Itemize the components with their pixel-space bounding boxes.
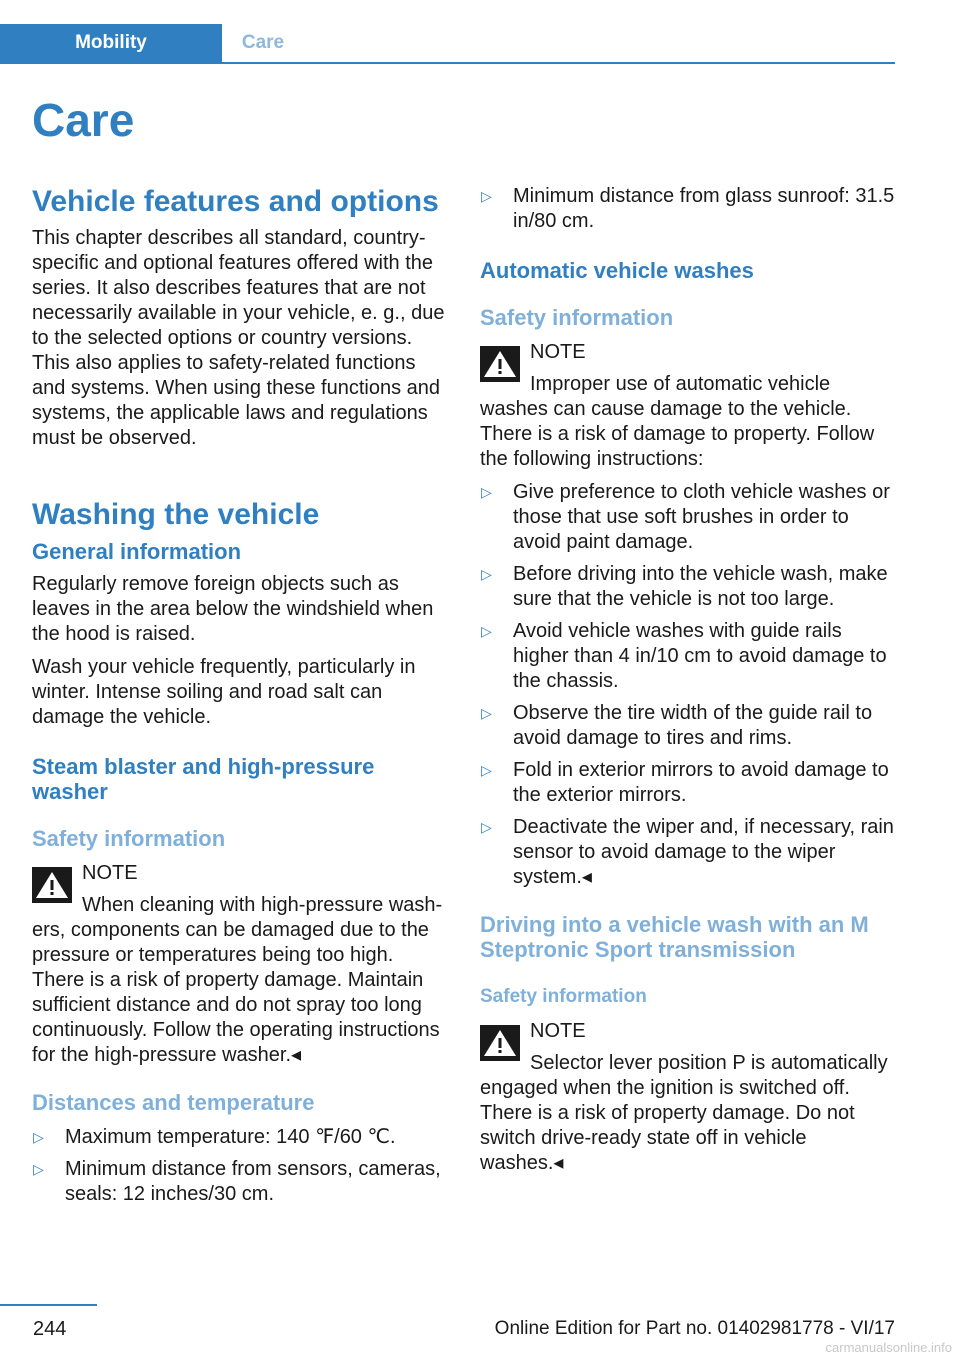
note-text bbox=[480, 1051, 895, 1176]
heading-safety-information: Safety information bbox=[480, 305, 674, 330]
note-text-first-line: Selector lever position P is automatically bbox=[530, 1052, 888, 1074]
list-item bbox=[480, 562, 895, 612]
left-column bbox=[32, 184, 450, 1215]
list-item-text: Avoid vehicle washes with guide rails higher than 4 in/10 cm to avoid damage to the chassis. bbox=[513, 620, 887, 692]
distances-list-continued bbox=[480, 184, 895, 234]
note-label: NOTE bbox=[530, 1020, 586, 1042]
list-item-text: Fold in exterior mirrors to avoid damage to the exterior mirrors. bbox=[513, 759, 889, 806]
triangle-bullet-icon: ▷ bbox=[481, 484, 492, 500]
list-item bbox=[480, 184, 895, 234]
triangle-bullet-icon: ▷ bbox=[33, 1161, 44, 1177]
note-label: NOTE bbox=[82, 862, 138, 884]
triangle-bullet-icon: ▷ bbox=[481, 623, 492, 639]
list-item-text: Before driving into the vehicle wash, make sure that the vehicle is not too large. bbox=[513, 563, 888, 610]
triangle-bullet-icon: ▷ bbox=[33, 1129, 44, 1145]
distances-list bbox=[32, 1125, 450, 1207]
tab-mobility[interactable]: Mobility bbox=[0, 24, 222, 62]
list-item bbox=[32, 1125, 450, 1150]
section-tabs bbox=[0, 24, 895, 64]
paragraph-general-1: Regularly remove foreign objects such as leaves in the area below the windshield when the hood is raised. bbox=[32, 573, 434, 645]
page-title: Care bbox=[32, 94, 135, 146]
paragraph-features: This chapter describes all standard, country-specific and optional features offered with the series. It also describes features that are not necessarily available in your vehicle, e. g., due to the selected options or country versions. This also applies to safety-related functions and systems. When using these functions and systems, the applicable laws and regulations must be observed. bbox=[32, 227, 445, 449]
note-text-first-line: Improper use of automatic vehicle bbox=[530, 373, 831, 395]
note-text bbox=[32, 893, 450, 1068]
page-number: 244 bbox=[33, 1318, 67, 1340]
note-high-pressure bbox=[32, 861, 450, 1068]
list-item bbox=[480, 619, 895, 694]
heading-automatic-washes: Automatic vehicle washes bbox=[480, 258, 754, 283]
heading-distances-temperature: Distances and temperature bbox=[32, 1090, 315, 1115]
note-text-rest: ers, components can be damaged due to the pressure or temperatures being too high. There is a risk of property damage. Maintain sufficient distance and do not spray too long continuously. Follow the operating instructions for the high-pressure washer.◂ bbox=[32, 919, 440, 1066]
warning-triangle-icon bbox=[480, 1025, 520, 1061]
tab-care[interactable]: Care bbox=[241, 32, 285, 53]
warning-triangle-icon bbox=[32, 867, 72, 903]
warning-triangle-icon bbox=[480, 346, 520, 382]
heading-steam-blaster: Steam blaster and high-pressure washer bbox=[32, 754, 375, 804]
paragraph-general-2: Wash your vehicle frequently, particularly in winter. Intense soiling and road salt can damage the vehicle. bbox=[32, 656, 416, 728]
list-item-text: Minimum distance from glass sunroof: 31.5 in/80 cm. bbox=[513, 185, 895, 232]
note-text-first-line: When cleaning with high-pressure wash- bbox=[82, 894, 443, 916]
list-item-text: Deactivate the wiper and, if necessary, rain sensor to avoid damage to the wiper system.◂ bbox=[513, 816, 894, 888]
triangle-bullet-icon: ▷ bbox=[481, 762, 492, 778]
note-text bbox=[480, 372, 895, 472]
list-item-text: Give preference to cloth vehicle washes or those that use soft brushes in order to avoid paint damage. bbox=[513, 481, 890, 553]
heading-washing-vehicle: Washing the vehicle bbox=[32, 498, 320, 531]
right-column bbox=[480, 184, 895, 1184]
list-item bbox=[480, 815, 895, 890]
list-item bbox=[480, 480, 895, 555]
list-item bbox=[480, 701, 895, 751]
footer-divider bbox=[0, 1304, 97, 1306]
instructions-list bbox=[480, 480, 895, 890]
edition-info: Online Edition for Part no. 01402981778 - VI/17 bbox=[494, 1318, 895, 1339]
note-text-rest: engaged when the ignition is switched off. There is a risk of property damage. Do not switch drive-ready state off in vehicle washes.◂ bbox=[480, 1077, 855, 1174]
heading-safety-information: Safety information bbox=[480, 986, 647, 1007]
note-selector-lever bbox=[480, 1019, 895, 1176]
heading-driving-into-wash: Driving into a vehicle wash with an M Steptronic Sport transmission bbox=[480, 912, 869, 962]
list-item bbox=[32, 1157, 450, 1207]
heading-general-information: General information bbox=[32, 539, 242, 564]
triangle-bullet-icon: ▷ bbox=[481, 819, 492, 835]
triangle-bullet-icon: ▷ bbox=[481, 705, 492, 721]
note-text-rest: washes can cause damage to the vehicle. There is a risk of damage to property. Follow the following instructions: bbox=[480, 398, 875, 470]
list-item-text: Maximum temperature: 140 ℉/60 ℃. bbox=[65, 1126, 396, 1148]
note-label: NOTE bbox=[530, 341, 586, 363]
triangle-bullet-icon: ▷ bbox=[481, 188, 492, 204]
triangle-bullet-icon: ▷ bbox=[481, 566, 492, 582]
list-item-text: Minimum distance from sensors, cameras, seals: 12 inches/30 cm. bbox=[65, 1158, 441, 1205]
heading-safety-information: Safety information bbox=[32, 826, 226, 851]
list-item-text: Observe the tire width of the guide rail to avoid damage to tires and rims. bbox=[513, 702, 873, 749]
watermark: carmanualsonline.info bbox=[825, 1340, 952, 1355]
heading-vehicle-features: Vehicle features and options bbox=[32, 185, 439, 218]
note-automatic-washes bbox=[480, 340, 895, 472]
list-item bbox=[480, 758, 895, 808]
